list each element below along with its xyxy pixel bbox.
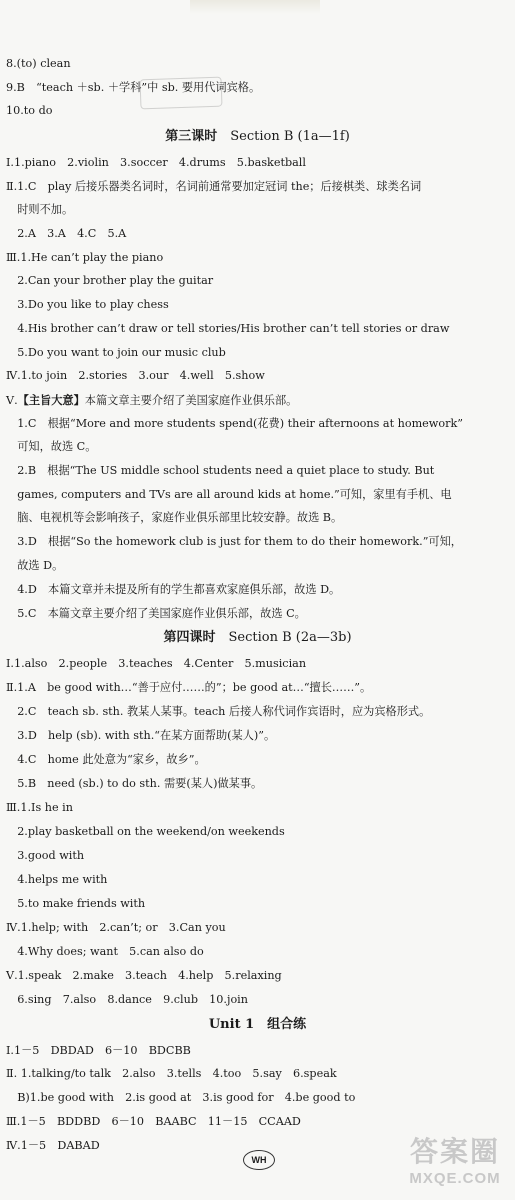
answer-line: 4.helps me with <box>6 873 108 886</box>
section-heading-en: Section B (2a—3b) <box>228 630 352 645</box>
scan-shadow <box>190 0 320 14</box>
section-heading-cn: 第四课时 <box>163 630 216 645</box>
answer-line: Ⅴ.【主旨大意】本篇文章主要介绍了美国家庭作业俱乐部。 <box>6 393 298 407</box>
answer-line: 1.C 根据“More and more students spend(花费) their afternoons at homework” <box>6 417 463 430</box>
answer-line: 2.C teach sb. sth. 教某人某事。teach 后接人称代词作宾语时，应为宾格形式。 <box>6 705 431 718</box>
answer-line: 3.D 根据“So the homework club is just for them to do their homework.”可知， <box>6 535 462 548</box>
answer-line: 9.B “teach ＋sb. ＋学科”中 sb. 要用代词宾格。 <box>6 81 261 94</box>
answer-line: 故选 D。 <box>6 559 64 572</box>
answer-line: 5.B need (sb.) to do sth. 需要(某人)做某事。 <box>6 777 263 790</box>
section-heading-cn: Unit 1 组合练 <box>208 1017 307 1032</box>
watermark-main: 答案圈 <box>409 1136 500 1167</box>
answer-line: 时则不加。 <box>6 203 74 216</box>
answer-line: Ⅲ.1.He can’t play the piano <box>6 251 164 264</box>
answer-line: Ⅰ.1.also 2.people 3.teaches 4.Center 5.musician <box>6 657 307 670</box>
answer-line: 5.to make friends with <box>6 897 146 910</box>
answer-line: 2.A 3.A 4.C 5.A <box>6 227 127 240</box>
site-watermark <box>401 1134 509 1196</box>
answer-line: Ⅰ.1－5 DBDAD 6－10 BDCBB <box>6 1044 191 1057</box>
answer-line: Ⅴ.1.speak 2.make 3.teach 4.help 5.relaxing <box>6 969 282 982</box>
answer-line: Ⅲ.1－5 BDDBD 6－10 BAABC 11－15 CCAAD <box>6 1115 301 1128</box>
answer-line: 4.C home 此处意为“家乡，故乡”。 <box>6 753 206 766</box>
section-heading <box>0 629 515 647</box>
answer-line: 3.good with <box>6 849 85 862</box>
answer-line: 脑、电视机等会影响孩子，家庭作业俱乐部里比较安静。故选 B。 <box>6 511 343 524</box>
answer-line: 4.Why does; want 5.can also do <box>6 945 204 958</box>
answer-line: Ⅳ.1.to join 2.stories 3.our 4.well 5.show <box>6 369 265 382</box>
main-idea-tag: 【主旨大意】 <box>17 393 85 407</box>
answer-line: B)1.be good with 2.is good at 3.is good for 4.be good to <box>6 1091 356 1104</box>
answer-line: 2.B 根据“The US middle school students need a quiet place to study. But <box>6 464 435 477</box>
answer-line: Ⅳ.1－5 DABAD <box>6 1139 100 1152</box>
answer-line: 3.D help (sb). with sth.“在某方面帮助(某人)”。 <box>6 729 276 742</box>
section-heading <box>0 1016 515 1034</box>
answer-line: 6.sing 7.also 8.dance 9.club 10.join <box>6 993 248 1006</box>
answer-line: 2.Can your brother play the guitar <box>6 274 214 287</box>
page-number-badge: WH <box>243 1150 275 1170</box>
answer-line: 3.Do you like to play chess <box>6 298 169 311</box>
answer-line: 2.play basketball on the weekend/on weekends <box>6 825 285 838</box>
section-heading-cn: 第三课时 <box>165 129 218 144</box>
answer-line: games, computers and TVs are all around kids at home.”可知，家里有手机、电 <box>6 488 452 501</box>
answer-line: 4.D 本篇文章并未提及所有的学生都喜欢家庭俱乐部，故选 D。 <box>6 583 341 596</box>
answer-line: Ⅰ.1.piano 2.violin 3.soccer 4.drums 5.basketball <box>6 156 306 169</box>
answer-line: 5.C 本篇文章主要介绍了美国家庭作业俱乐部，故选 C。 <box>6 607 306 620</box>
answer-line: Ⅲ.1.Is he in <box>6 801 73 814</box>
answer-line: 4.His brother can’t draw or tell stories/His brother can’t tell stories or draw <box>6 322 450 335</box>
answer-line: 5.Do you want to join our music club <box>6 346 226 359</box>
watermark-sub: MXQE.COM <box>409 1170 501 1187</box>
answer-line: 8.(to) clean <box>6 57 71 70</box>
section-heading <box>0 128 515 146</box>
answer-line: Ⅱ. 1.talking/to talk 2.also 3.tells 4.too 5.say 6.speak <box>6 1067 337 1080</box>
answer-line: Ⅳ.1.help; with 2.can’t; or 3.Can you <box>6 921 226 934</box>
answer-line: 10.to do <box>6 104 53 117</box>
section-heading-en: Section B (1a—1f) <box>230 129 350 144</box>
answer-line: Ⅱ.1.C play 后接乐器类名词时，名词前通常要加定冠词 the；后接棋类、球类名词 <box>6 180 422 193</box>
answer-line: 可知，故选 C。 <box>6 440 97 453</box>
answer-line: Ⅱ.1.A be good with…“善于应付……的”；be good at…“擅长……”。 <box>6 681 372 694</box>
